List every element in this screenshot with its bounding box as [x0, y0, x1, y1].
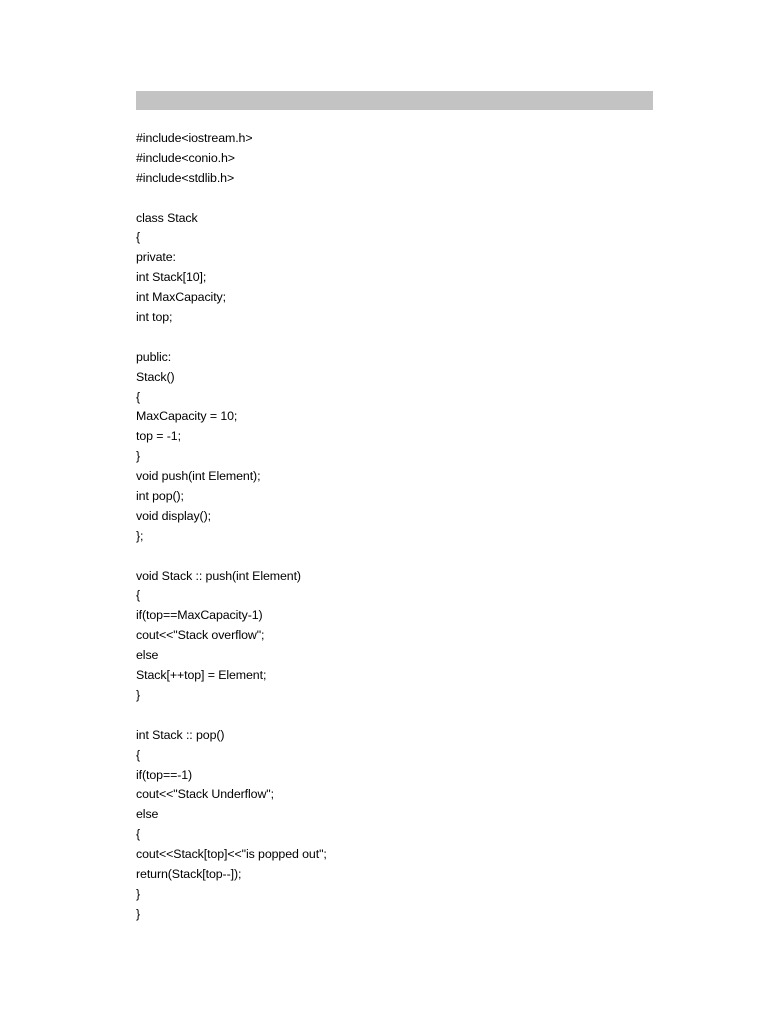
code-line: MaxCapacity = 10; — [136, 409, 238, 424]
code-line: } — [136, 886, 141, 901]
code-line: int pop(); — [136, 489, 184, 504]
code-line: } — [136, 906, 141, 921]
code-line: private: — [136, 250, 176, 265]
code-line: { — [136, 389, 141, 404]
code-line: else — [136, 807, 159, 822]
code-line: } — [136, 449, 141, 464]
code-line: int Stack[10]; — [136, 270, 207, 285]
code-line: Stack[++top] = Element; — [136, 668, 267, 683]
header-bar — [136, 91, 653, 110]
blank-line — [136, 547, 653, 567]
code-line: if(top==-1) — [136, 767, 193, 782]
code-line: cout<<"Stack overflow"; — [136, 628, 265, 643]
blank-line — [136, 189, 653, 209]
code-line: { — [136, 230, 141, 245]
blank-line — [136, 328, 653, 348]
code-line: { — [136, 747, 141, 762]
code-line: else — [136, 648, 159, 663]
code-line: int Stack :: pop() — [136, 727, 225, 742]
code-line: { — [136, 588, 141, 603]
code-line: #include<iostream.h> — [136, 131, 253, 145]
code-line: }; — [136, 528, 144, 543]
code-line: return(Stack[top--]); — [136, 866, 242, 881]
code-line: Stack() — [136, 369, 175, 384]
code-line: cout<<Stack[top]<<"is popped out"; — [136, 847, 327, 862]
code-line: top = -1; — [136, 429, 181, 444]
code-line: public: — [136, 349, 172, 364]
code-line: if(top==MaxCapacity-1) — [136, 608, 263, 623]
code-line: void Stack :: push(int Element) — [136, 568, 301, 583]
code-line: { — [136, 827, 141, 842]
blank-line — [136, 706, 653, 726]
code-line: #include<stdlib.h> — [136, 170, 235, 185]
code-line: #include<conio.h> — [136, 150, 235, 165]
code-line: } — [136, 687, 141, 702]
code-line: int MaxCapacity; — [136, 290, 226, 305]
code-line: class Stack — [136, 210, 198, 225]
code-line: void push(int Element); — [136, 469, 261, 484]
code-line: int top; — [136, 310, 173, 325]
code-line: cout<<"Stack Underflow"; — [136, 787, 274, 802]
code-block — [136, 129, 653, 925]
code-line: void display(); — [136, 508, 211, 523]
